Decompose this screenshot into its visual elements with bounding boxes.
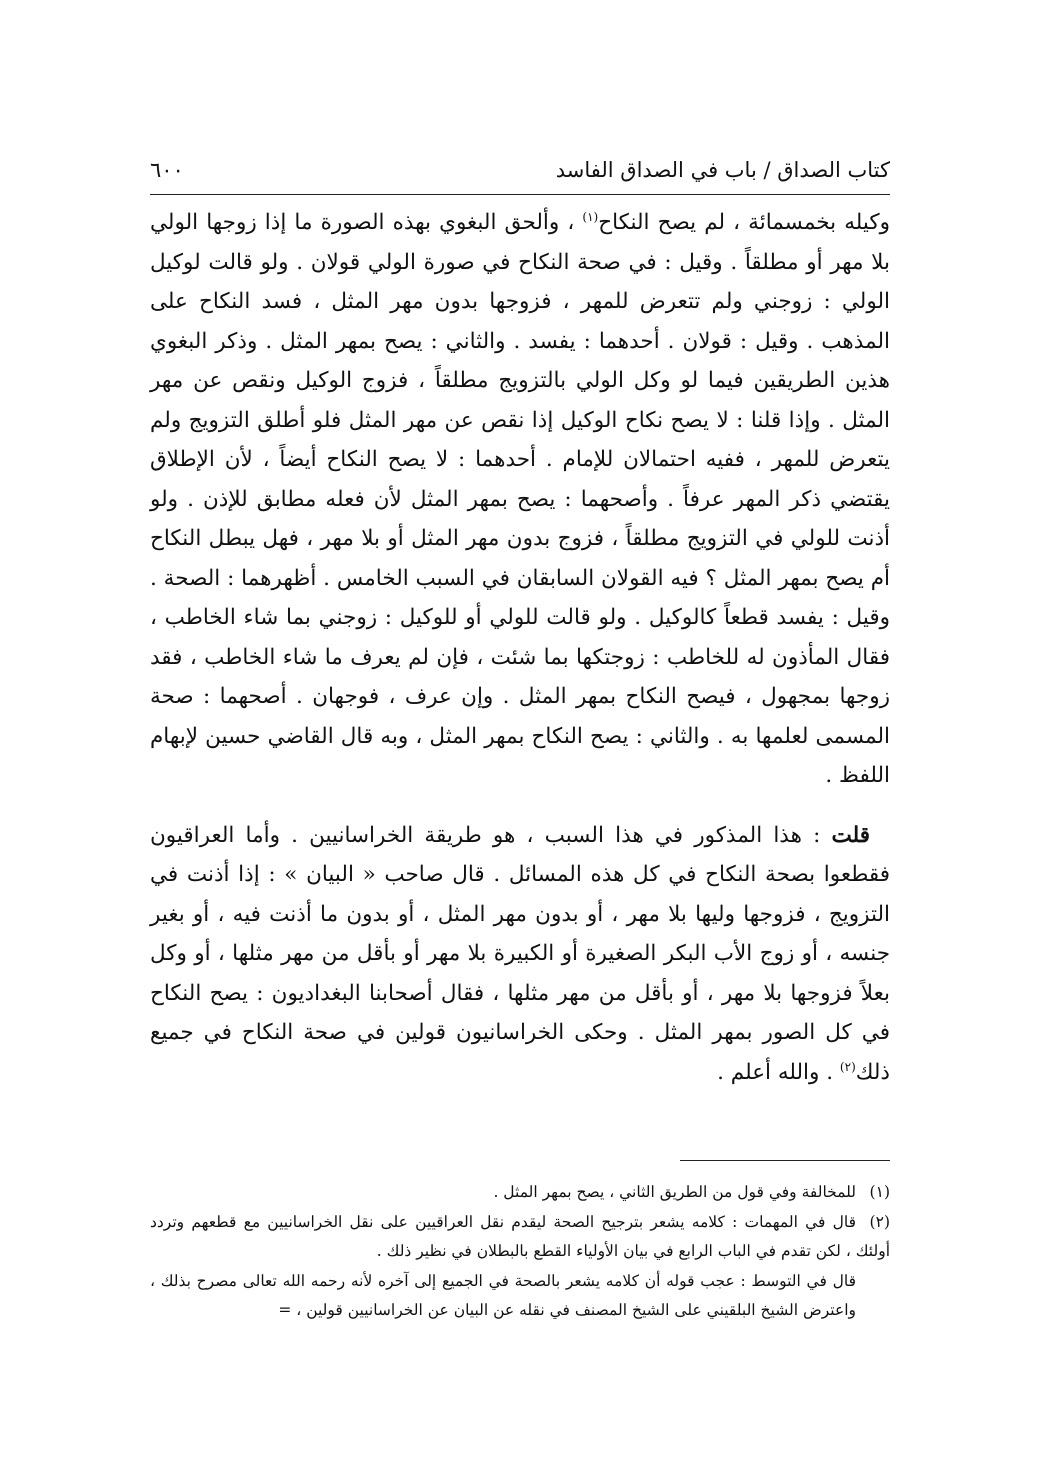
paragraph-2-start: : هذا المذكور في هذا السبب ، هو طريقة الخراسانيين . وأما العراقيون فقطعوا بصحة النكاح في كل هذه المسائل . قال صاحب « البيان » : إذا أذنت في التزويج ، فزوجها وليها بلا مهر ، أو بدون مهر المثل ، أو بدون ما أذنت فيه ، أو بغير جنسه ، أو زوج الأب البكر الصغيرة أو الكبيرة بلا مهر أو بأقل من مهر مثلها ، أو وكل بعلاً فزوجها بلا مهر ، أو بأقل من مهر مثلها ، فقال أصحابنا البغداديون : يصح النكاح في كل الصور بمهر المثل . وحكى الخراسانيون قولين في صحة النكاح في جميع ذلك [150, 822, 890, 1085]
footnote-2-continuation: قال في التوسط : عجب قوله أن كلامه يشعر بالصحة في الجميع إلى آخره لأنه رحمه الله تعالى مصرح بذلك ، واعترض الشيخ البلقيني على الشيخ المصنف في نقله عن البيان عن الخراسانيين قولين ، = [150, 1271, 856, 1319]
paragraph-1-rest: ، وألحق البغوي بهذه الصورة ما إذا زوجها الولي بلا مهر أو مطلقاً . وقيل : في صحة النكاح في صورة الولي قولان . ولو قالت لوكيل الولي : زوجني ولم تتعرض للمهر ، فزوجها بدون مهر المثل ، فسد النكاح على المذهب . وقيل : قولان . أحدهما : يفسد . والثاني : يصح بمهر المثل . وذكر البغوي هذين الطريقين فيما لو وكل الولي بالتزويج مطلقاً ، فزوج الوكيل ونقص عن مهر المثل . وإذا قلنا : لا يصح نكاح الوكيل إذا نقص عن مهر المثل فلو أطلق التزويج ولم يتعرض للمهر ، ففيه احتمالان للإمام . أحدهما : لا يصح النكاح أيضاً ، لأن الإطلاق يقتضي ذكر المهر عرفاً . وأصحهما : يصح بمهر المثل لأن فعله مطابق للإذن . ولو أذنت للولي في التزويج مطلقاً ، فزوج بدون مهر المثل أو بلا مهر ، فهل يبطل النكاح أم يصح بمهر المثل ؟ فيه القولان السابقان في السبب الخامس . أظهرهما : الصحة . وقيل : يفسد قطعاً كالوكيل . ولو قالت للولي أو للوكيل : زوجني بما شاء الخاطب ، فقال المأذون له للخاطب : زوجتكها بما شئت ، فإن لم يعرف ما شاء الخاطب ، فقد زوجها بمجهول ، فيصح النكاح بمهر المثل . وإن عرف ، فوجهان . أصحهما : صحة المسمى لعلمها به . والثاني : يصح النكاح بمهر المثل ، وبه قال القاضي حسين لإبهام اللفظ . [150, 210, 890, 788]
paragraph-1-start: وكيله بخمسمائة ، لم يصح النكاح [598, 210, 890, 235]
footnote-ref-2: (٢) [839, 1059, 856, 1074]
footnote-1-number: (١) [869, 1183, 890, 1201]
footnote-2-number: (٢) [869, 1212, 890, 1231]
page-number: ٦٠٠ [150, 158, 184, 182]
paragraph-2 [150, 816, 890, 1093]
footnote-1-text: للمخالفة وفي قول من الطريق الثاني ، يصح بمهر المثل . [493, 1183, 856, 1201]
page-header [150, 150, 890, 190]
footnote-rule [680, 1160, 890, 1161]
footnote-ref-1: (١) [582, 209, 599, 224]
footnotes [150, 1178, 890, 1326]
main-text [150, 203, 890, 1092]
paragraph-2-lead: قلت [831, 822, 870, 848]
header-rule [150, 194, 890, 195]
paragraph-2-end: . والله أعلم . [717, 1059, 840, 1085]
footnote-2-text: قال في المهمات : كلامه يشعر بترجيح الصحة ليقدم نقل العراقيين على نقل الخراسانيين مع قطعهم وتردد أولئك ، لكن تقدم في الباب الرابع في بيان الأولياء القطع بالبطلان في نظير ذلك . [150, 1212, 890, 1260]
footnote-1 [150, 1178, 890, 1208]
paragraph-1 [150, 203, 890, 796]
footnote-2 [150, 1208, 890, 1267]
running-title: كتاب الصداق / باب في الصداق الفاسد [555, 158, 890, 182]
